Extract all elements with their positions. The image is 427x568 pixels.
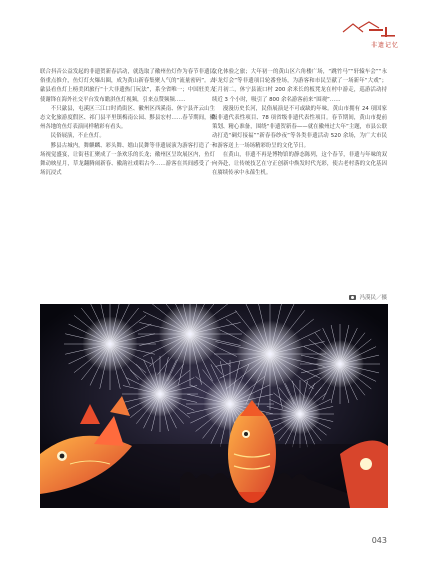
section-header [339,18,399,50]
photo-credit [349,293,387,301]
section-label: 非遗记忆 [370,42,399,49]
article-paragraph: 文化体验之旅；大年初一的黄山区六角楼广场，“跳竹马”“轩辕车会”“永丰龙灯会”等非遗项目轮番登场，为游客和市民呈献了一场新年“大戏”；正月初二，休宁县流口村 200 余米长的板凳龙在村中游走，巡游活动持续近 3 个小时，吸引了 800 余名游客前来“围观”…… [212,69,387,103]
fireworks-fish-lantern-photo [40,304,388,508]
page-number: 043 [371,536,387,545]
article-column-left [40,68,215,178]
article-paragraph: 在黄山，非遗不再是博物馆的静态陈列，这个春节，非遗与年味的双向奔赴，让传统技艺在守正创新中焕发时代光彩，使古老村落的文化基因在赓续传承中永葆生机。 [212,151,387,177]
article-paragraph: 民俗展演，不止鱼灯。 [50,133,105,140]
article-paragraph: 联合抖音公益发起的非遗贺新春活动，就选取了徽州鱼灯作为春节非遗民俗重点推介，鱼灯灯火爆出圈，成为黄山新春集聚人气的“流量密码”。去歙县看鱼灯上榜美团旅行“十大非遗热门玩法”，系全省唯一；中国驻美大使谢锋在海外社交平台发布瞻淇鱼灯视频，引来点赞频频…… [40,69,215,103]
article-paragraph: 不只歙县，屯溪区三江口时尚街区、徽州区西溪南、休宁县齐云山生态文化旅游度假区、祁门县平里镇梅南公园、黟县宏村……春节期间，徽州各地的鱼灯表演同样精彩有看头。 [40,105,215,131]
photo-illustration [40,304,388,508]
camera-icon [349,295,356,300]
section-ornament-icon [339,18,399,40]
photo-credit-text: 冯漠民／摄 [359,295,387,301]
article-paragraph: 漫漫历史长河，民俗展演是不可或缺的年味。黄山市拥有 24 项国家级非遗代表性项目、78 项省级非遗代表性项目。春节期间，黄山市提前策划、精心准备，围绕“非遗贺新春——就在徽州过大年”主题，市县公联动打造“碉灯接福”“新春春纱夜”等各类非遗活动 520 余场，为广大市民和游客送上一场场精彩纷呈的文化节日。 [212,105,387,149]
article-column-right [212,68,387,178]
article-paragraph: 黟县古城内，舞麒麟、彩头舞、嬉山民舞等非遗展演为游客打造了一场视觉盛宴，让街巷汇聚成了一条欢乐的长龙；徽州区呈坎展区内，鱼灯舞动映星月，草龙翻腾闹新春、徽韵社戏唱古今……游客在其间感受了一场沉浸式 [40,142,215,177]
